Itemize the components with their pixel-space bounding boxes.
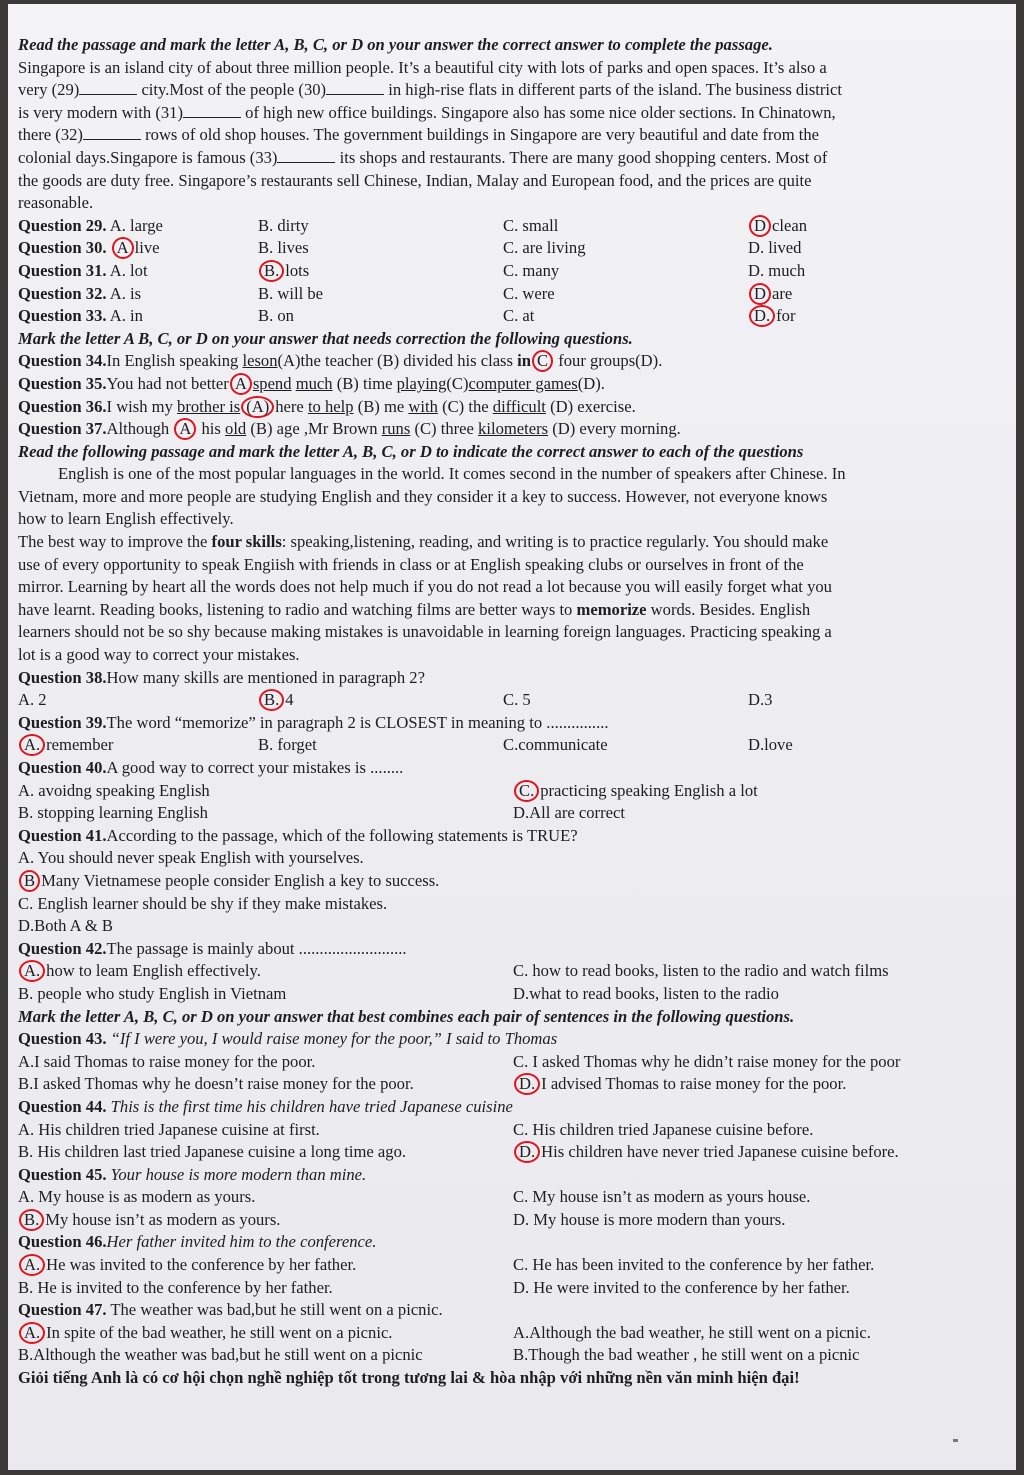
option-b[interactable]: B. on (258, 306, 294, 326)
bold-text: in (517, 351, 531, 371)
question-text: (D) every morning. (548, 419, 681, 439)
option-text: for (776, 306, 796, 326)
option-a[interactable]: A. in (109, 306, 143, 326)
option-a[interactable]: A. You should never speak English with yourselves. (18, 848, 364, 868)
question-43-options (18, 1073, 978, 1096)
option-d[interactable]: D. He were invited to the conference by her father. (513, 1277, 850, 1297)
answer-circle: A. (19, 734, 45, 756)
section1-instruction: Read the passage and mark the letter A, B, C, or D on your answer the correct answer to complete the passage. (18, 35, 773, 54)
question-stem: How many skills are mentioned in paragraph 2? (106, 667, 425, 687)
option-c[interactable]: C. I asked Thomas why he didn’t raise money for the poor (513, 1051, 901, 1071)
option-text: practicing speaking English a lot (540, 780, 758, 800)
option-text: clean (771, 215, 807, 235)
question-text: (B) age ,Mr Brown (246, 419, 382, 439)
blank-30 (326, 80, 384, 95)
question-text: Although (106, 419, 174, 439)
question-label: Question 33. (18, 306, 107, 326)
answer-circle: D (749, 215, 771, 237)
option-c[interactable]: C. how to read books, listen to the radio and watch films (513, 961, 889, 981)
question-35 (18, 373, 978, 396)
speck-mark (953, 1439, 958, 1442)
blank-29 (79, 80, 137, 95)
question-47-options (18, 1322, 978, 1345)
answer-circle: A. (19, 1322, 45, 1344)
passage-text: colonial days.Singapore is famous (33) (18, 147, 278, 167)
option-c[interactable]: C. His children tried Japanese cuisine before. (513, 1119, 814, 1139)
question-45 (18, 1164, 978, 1187)
question-label: Question 42. (18, 938, 107, 958)
passage-text: The best way to improve the (18, 532, 212, 552)
question-text: You had not better (106, 373, 229, 393)
answer-circle: C. (514, 780, 539, 802)
question-text: here (275, 396, 308, 416)
option-b[interactable] (18, 870, 978, 893)
question-label: Question 37. (18, 419, 107, 439)
bold-text: four skills (211, 532, 282, 552)
question-38 (18, 667, 978, 690)
option-text: He was invited to the conference by her father. (46, 1255, 357, 1275)
passage-text: Singapore is an island city of about three million people. It’s a beautiful city with lots of parks and open spaces. It’s also a (18, 57, 827, 77)
answer-circle: B. (259, 260, 284, 282)
question-text: (B) time (332, 373, 397, 393)
question-44-options (18, 1141, 978, 1164)
question-text: (C) three (410, 419, 479, 439)
question-text: (C) (446, 373, 469, 393)
passage2-line: learners should not be so shy because making mistakes is unavoidable in learning foreign languages. Practicing speaking a (18, 622, 832, 642)
underlined-text: kilometers (478, 419, 549, 439)
answer-circle: A. (19, 1254, 45, 1276)
option-text: I advised Thomas to raise money for the poor. (541, 1074, 847, 1094)
option-d[interactable]: D.All are correct (513, 803, 625, 823)
section2-instruction: Mark the letter A B, C, or D on your answer that needs correction the following questions. (18, 328, 633, 348)
answer-circle: A. (19, 960, 45, 982)
passage-text: reasonable. (18, 193, 94, 213)
answer-circle: B (19, 870, 40, 892)
question-text: (C) the (437, 396, 493, 416)
option-b[interactable]: B. will be (258, 283, 323, 303)
question-stem: According to the passage, which of the following statements is TRUE? (106, 825, 578, 845)
question-40 (18, 757, 978, 780)
option-a[interactable]: A. lot (109, 260, 148, 280)
blank-32 (83, 125, 141, 140)
option-b[interactable]: B. lives (258, 238, 309, 258)
answer-circle[interactable]: A (230, 373, 252, 395)
question-stem: “If I were you, I would raise money for the poor,” I said to Thomas (110, 1029, 558, 1049)
option-text: Many Vietnamese people consider English a key to success. (41, 870, 440, 890)
passage1-line (18, 79, 978, 102)
option-c[interactable]: C. are living (503, 238, 586, 258)
option-d[interactable] (748, 215, 807, 238)
underlined-text: old (225, 419, 247, 439)
option-d[interactable]: D.what to read books, listen to the radio (513, 983, 779, 1003)
question-label: Question 36. (18, 396, 107, 416)
question-text: (B) me (353, 396, 409, 416)
underlined-text: runs (381, 419, 411, 439)
question-44 (18, 1096, 978, 1119)
question-44-options (18, 1119, 978, 1142)
passage2-line: use of every opportunity to speak Engiish with friends in class or at English speaking clubs or ourselves in front of the (18, 554, 804, 574)
question-33 (18, 305, 978, 328)
question-stem: The word “memorize” in paragraph 2 is CLOSEST in meaning to ............... (106, 712, 609, 732)
option-b[interactable]: B.I asked Thomas why he doesn’t raise money for the poor. (18, 1074, 414, 1094)
passage2-line: English is one of the most popular languages in the world. It comes second in the number of speakers after Chinese. In (58, 464, 846, 484)
option-b[interactable]: B.Although the weather was bad,but he still went on a picnic (18, 1345, 423, 1365)
blank-31 (183, 103, 241, 118)
question-text: four groups(D). (554, 351, 663, 371)
answer-circle[interactable]: A (174, 418, 196, 440)
question-43 (18, 1028, 978, 1051)
question-39-options (18, 734, 978, 757)
answer-circle[interactable]: C (532, 350, 553, 372)
passage-text: is very modern with (31) (18, 102, 183, 122)
option-text: lots (285, 260, 310, 280)
passage2-line: lot is a good way to correct your mistakes. (18, 645, 300, 665)
question-label: Question 41. (18, 825, 107, 845)
question-37 (18, 418, 978, 441)
option-d[interactable]: D. My house is more modern than yours. (513, 1209, 786, 1229)
option-b[interactable]: B. people who study English in Vietnam (18, 983, 287, 1003)
question-42-options (18, 960, 978, 983)
passage1-line (18, 124, 978, 147)
question-label: Question 34. (18, 351, 107, 371)
question-47-options (18, 1344, 978, 1367)
answer-circle: D. (514, 1141, 540, 1163)
question-45-options (18, 1186, 978, 1209)
passage-text: its shops and restaurants. There are many good shopping centers. Most of (339, 147, 828, 167)
question-text: (D) exercise. (545, 396, 636, 416)
underlined-text: difficult (492, 396, 546, 416)
question-46-options (18, 1277, 978, 1300)
option-b[interactable]: B. forget (258, 735, 317, 755)
option-c[interactable]: C.communicate (503, 735, 608, 755)
answer-circle[interactable]: (A) (241, 396, 274, 418)
section3-instruction: Read the following passage and mark the letter A, B, C, or D to indicate the correct answer to each of the questions (18, 441, 804, 461)
option-b[interactable] (258, 689, 294, 712)
underlined-text: computer games (468, 373, 578, 393)
passage2-line: mirror. Learning by heart all the words does not help much if you do not read a lot because you will easily forget what you (18, 577, 832, 597)
passage-text: the goods are duty free. Singapore’s restaurants sell Chinese, Indian, Malay and European food, and the prices are quite (18, 170, 812, 190)
question-39 (18, 712, 978, 735)
option-b[interactable]: B. stopping learning English (18, 803, 208, 823)
question-text: In English speaking (106, 351, 243, 371)
option-c[interactable]: C. many (503, 260, 560, 280)
underlined-text: leson (242, 351, 278, 371)
passage1-line (18, 192, 978, 215)
option-b[interactable]: B. He is invited to the conference by her father. (18, 1277, 333, 1297)
option-a[interactable] (18, 1254, 356, 1277)
question-label: Question 29. (18, 215, 107, 235)
answer-circle: A (112, 237, 134, 259)
option-a[interactable]: A. avoidng speaking English (18, 780, 210, 800)
option-d[interactable] (513, 1073, 846, 1096)
passage2-line: how to learn English effectively. (18, 509, 234, 529)
question-34 (18, 350, 978, 373)
underlined-text: with (408, 396, 438, 416)
option-a[interactable] (111, 238, 160, 257)
answer-circle: D (749, 283, 771, 305)
passage-text: there (32) (18, 125, 83, 145)
option-c[interactable] (513, 780, 758, 803)
option-c[interactable]: C. at (503, 306, 535, 326)
answer-circle: B. (259, 689, 284, 711)
question-40-options (18, 802, 978, 825)
option-a[interactable] (18, 734, 113, 757)
option-d[interactable]: D.love (748, 735, 793, 755)
question-label: Question 40. (18, 758, 107, 777)
question-30 (18, 237, 978, 260)
option-a-alt[interactable]: A.Although the bad weather, he still went on a picnic. (513, 1322, 871, 1342)
footer-slogan: Giỏi tiếng Anh là có cơ hội chọn nghề nghiệp tốt trong tương lai & hòa nhập với những nền văn minh hiện đại! (18, 1368, 800, 1388)
option-a[interactable]: A. 2 (18, 690, 47, 710)
question-43-options (18, 1051, 978, 1074)
passage-text: in high-rise flats in different parts of the island. The business district (388, 80, 843, 100)
question-label: Question 47. (18, 1300, 107, 1320)
question-41 (18, 825, 978, 848)
option-d[interactable] (748, 305, 796, 328)
passage-text: words. Besides. English (646, 599, 811, 619)
question-label: Question 46. (18, 1232, 107, 1252)
question-32 (18, 283, 978, 306)
option-text: My house isn’t as modern as yours. (45, 1209, 281, 1229)
question-label: Question 45. (18, 1164, 107, 1184)
question-label: Question 39. (18, 712, 107, 732)
option-a[interactable]: A. large (109, 215, 163, 235)
option-d[interactable] (748, 283, 792, 306)
option-d[interactable]: D.3 (748, 690, 773, 710)
option-b[interactable]: B. dirty (258, 215, 309, 235)
option-c[interactable]: C. My house isn’t as modern as yours house. (513, 1187, 811, 1207)
question-42 (18, 938, 978, 961)
question-29 (18, 215, 978, 238)
question-46-options (18, 1254, 978, 1277)
passage-text: of high new office buildings. Singapore also has some nice older sections. In Chinatown, (245, 102, 836, 122)
option-text: live (134, 238, 160, 258)
question-45-options (18, 1209, 978, 1232)
option-d[interactable] (513, 1141, 899, 1164)
option-d[interactable]: D.Both A & B (18, 916, 113, 936)
option-c[interactable]: C. 5 (503, 690, 531, 710)
passage-text: have learnt. Reading books, listening to radio and watching films are better ways to (18, 599, 577, 619)
exam-paper (8, 4, 1016, 1470)
passage-text: very (29) (18, 80, 80, 100)
answer-circle: D. (749, 305, 775, 327)
question-47 (18, 1299, 978, 1322)
option-text: are (771, 283, 793, 303)
blank-33 (277, 148, 335, 163)
option-a[interactable] (18, 960, 261, 983)
question-label: Question 43. (18, 1029, 107, 1049)
question-stem: This is the first time his children have tried Japanese cuisine (110, 1096, 513, 1116)
option-b-alt[interactable]: B.Though the bad weather , he still went on a picnic (513, 1345, 860, 1365)
option-c[interactable]: C. were (503, 283, 555, 303)
answer-circle: B. (19, 1209, 44, 1231)
option-b[interactable] (18, 1209, 280, 1232)
passage2-line (18, 599, 978, 622)
question-text: (A)the teacher (B) divided his class (277, 351, 518, 371)
question-text: I wish my (106, 396, 178, 416)
passage-text: : speaking,listening, reading, and writing is to practice regularly. You should make (281, 532, 829, 552)
option-text: remember (46, 735, 114, 755)
passage1-line (18, 57, 978, 80)
passage2-line: Vietnam, more and more people are studying English and they consider it a key to success. However, not everyone knows (18, 486, 828, 506)
exam-content (18, 34, 978, 1390)
option-c[interactable]: C. small (503, 215, 559, 235)
question-40-options (18, 780, 978, 803)
question-label: Question 44. (18, 1096, 107, 1116)
question-label: Question 32. (18, 283, 107, 303)
question-stem: A good way to correct your mistakes is ........ (106, 758, 404, 777)
underlined-text: to help (307, 396, 354, 416)
option-text: 4 (285, 690, 294, 710)
passage-text: city.Most of the people (30) (141, 80, 327, 100)
question-42-options (18, 983, 978, 1006)
option-text: In spite of the bad weather, he still went on a picnic. (46, 1322, 393, 1342)
question-label: Question 30. (18, 238, 107, 258)
option-text: how to leam English effectively. (46, 961, 261, 981)
passage1-line (18, 147, 978, 170)
option-d[interactable]: D. lived (748, 238, 802, 258)
question-31 (18, 260, 978, 283)
option-a[interactable]: A. is (109, 283, 142, 303)
underlined-text: spend (252, 373, 292, 393)
bold-text: memorize (576, 599, 647, 619)
option-b[interactable]: B. His children last tried Japanese cuisine a long time ago. (18, 1142, 407, 1162)
question-stem: Your house is more modern than mine. (110, 1164, 367, 1184)
option-a[interactable]: A. My house is as modern as yours. (18, 1187, 256, 1207)
passage-text: rows of old shop houses. The government buildings in Singapore are very beautiful and date from the (145, 125, 820, 145)
option-a[interactable]: A. His children tried Japanese cuisine at first. (18, 1119, 320, 1139)
question-label: Question 31. (18, 260, 107, 280)
section4-instruction: Mark the letter A, B, C, or D on your answer that best combines each pair of sentences in the following questions. (18, 1006, 795, 1026)
question-text: his (197, 419, 226, 439)
option-d[interactable]: D. much (748, 260, 806, 280)
option-a[interactable] (18, 1322, 392, 1345)
question-label: Question 35. (18, 373, 107, 393)
question-38-options (18, 689, 978, 712)
question-36 (18, 396, 978, 419)
passage1-line (18, 102, 978, 125)
passage1-line (18, 170, 978, 193)
passage2-line (18, 531, 978, 554)
option-b[interactable] (258, 260, 309, 283)
question-label: Question 38. (18, 667, 107, 687)
underlined-text: brother is (177, 396, 241, 416)
option-a[interactable]: A.I said Thomas to raise money for the poor. (18, 1051, 316, 1071)
question-stem: The weather was bad,but he still went on a picnic. (110, 1300, 443, 1320)
question-text: (D). (577, 373, 605, 393)
option-text: His children have never tried Japanese cuisine before. (541, 1142, 899, 1162)
question-46 (18, 1231, 978, 1254)
option-c[interactable]: C. He has been invited to the conference by her father. (513, 1255, 875, 1275)
underlined-text: much (295, 373, 333, 393)
answer-circle: D. (514, 1073, 540, 1095)
question-stem: Her father invited him to the conference. (106, 1232, 377, 1252)
underlined-text: playing (396, 373, 447, 393)
option-c[interactable]: C. English learner should be shy if they make mistakes. (18, 893, 388, 913)
question-stem: The passage is mainly about .......................... (106, 938, 407, 958)
